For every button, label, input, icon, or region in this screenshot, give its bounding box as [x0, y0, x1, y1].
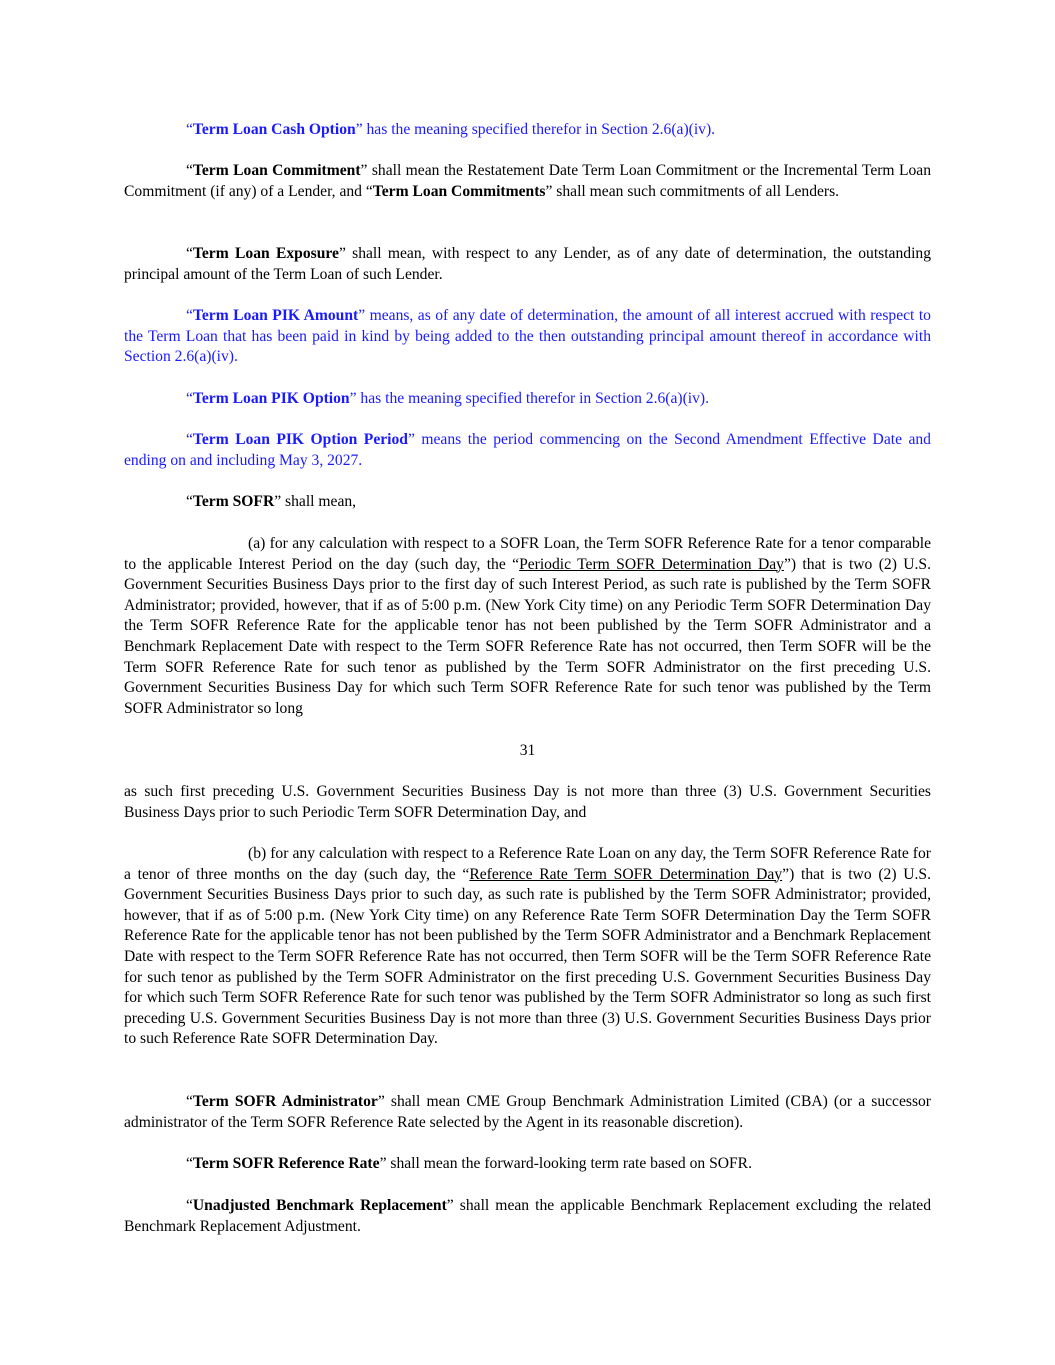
clause-text: as such first preceding U.S. Government Securities Business Day is not more than three (3) U.S. Government Securities Business Days prior to such Periodic Term SOFR Determination Day, and [124, 783, 931, 821]
clause-b [124, 844, 931, 1050]
definition-term-loan-commitment [124, 161, 931, 202]
clause-a [124, 534, 931, 719]
quote-open: “ [186, 245, 193, 262]
definition-term-sofr-administrator [124, 1092, 931, 1133]
definition-text: ” shall mean the forward-looking term rate based on SOFR. [379, 1155, 752, 1172]
defined-term-secondary: Term Loan Commitments [372, 182, 546, 200]
defined-term: Term Loan PIK Option Period [192, 431, 408, 448]
definition-term-loan-pik-option-period [124, 430, 931, 471]
clause-text-end: ”) that is two (2) U.S. Government Securities Business Days prior to such day, as such rate is published by the Term SOFR Administrator; provided, however, that if as of 5:00 p.m. (New York City time) on any Reference Rate Term SOFR Determination Day the Term SOFR Reference Rate for the applicable tenor has not been published by the Term SOFR Administrator and a Benchmark Replacement Date with respect to the Term SOFR Reference Rate has not occurred, then Term SOFR will be the Term SOFR Reference Rate for such tenor as published by the Term SOFR Administrator on the first preceding U.S. Government Securities Business Day for which such Term SOFR Reference Rate for such tenor was published by the Term SOFR Administrator so long as such first preceding U.S. Government Securities Business Day is not more than three (3) U.S. Government Securities Business Days prior to such Reference Rate SOFR Determination Day. [124, 865, 931, 1048]
quote-open: “ [186, 1093, 193, 1110]
clause-a-continued [124, 782, 931, 823]
definition-term-sofr [124, 492, 931, 513]
definition-unadjusted-benchmark-replacement [124, 1196, 931, 1237]
defined-term: Term SOFR [192, 493, 275, 510]
quote-open: “ [186, 431, 193, 448]
defined-term: Term SOFR Administrator [192, 1093, 378, 1110]
quote-open: “ [186, 307, 193, 324]
quote-open: “ [186, 390, 193, 407]
clause-text: (b) for any calculation with respect to a Reference Rate Loan on any day, the Term SOFR Reference Rate for a tenor of three months on the day (such day, the “ [124, 845, 931, 883]
definition-term-loan-pik-option [124, 389, 931, 410]
definition-term-sofr-reference-rate [124, 1154, 931, 1175]
defined-term: Term Loan Commitment [192, 162, 361, 179]
quote-open: “ [186, 121, 193, 138]
definition-text: ” shall mean CME Group Benchmark Administration Limited (CBA) (or a successor administrator of the Term SOFR Reference Rate selected by the Agent in its reasonable discretion). [124, 1093, 932, 1131]
definition-term-loan-pik-amount [124, 306, 931, 368]
definition-text: ” shall mean the Restatement Date Term Loan Commitment or the Incremental Term Loan Commitment (if any) of a Lender, and “ [124, 162, 931, 200]
quote-open: “ [186, 1155, 193, 1172]
definition-text: ” means, as of any date of determination, the amount of all interest accrued with respect to the Term Loan that has been paid in kind by being added to the then outstanding principal amount thereof in accordance with Section 2.6(a)(iv). [124, 307, 931, 366]
definition-term-loan-exposure [124, 244, 931, 285]
definition-term-loan-cash-option [124, 120, 931, 141]
definition-text-end: ” shall mean such commitments of all Lenders. [545, 182, 840, 200]
clause-text-end: ”) that is two (2) U.S. Government Securities Business Days prior to the first day of such Interest Period, as such rate is published by the Term SOFR Administrator; provided, however, that if as of 5:00 p.m. (New York City time) on any Periodic Term SOFR Determination Day the Term SOFR Reference Rate for the applicable tenor has not been published by the Term SOFR Administrator and a Benchmark Replacement Date with respect to the Term SOFR Reference Rate has not occurred, then Term SOFR will be the Term SOFR Reference Rate for such tenor as published by the Term SOFR Administrator on the first preceding U.S. Government Securities Business Day for which such Term SOFR Reference Rate for such tenor was published by the Term SOFR Administrator so long [124, 555, 931, 717]
quote-open: “ [186, 493, 193, 510]
defined-term: Term Loan Exposure [192, 245, 339, 262]
defined-term: Term SOFR Reference Rate [192, 1155, 380, 1172]
definition-text: ” means the period commencing on the Second Amendment Effective Date and ending on and including May 3, 2027. [124, 431, 931, 469]
defined-term: Unadjusted Benchmark Replacement [192, 1197, 447, 1214]
defined-term: Term Loan Cash Option [192, 121, 356, 138]
page-number: 31 [519, 742, 536, 759]
defined-term: Term Loan PIK Option [192, 390, 350, 407]
definition-text: ” shall mean, with respect to any Lender, as of any date of determination, the outstanding principal amount of the Term Loan of such Lender. [124, 245, 931, 283]
definition-text: ” has the meaning specified therefor in Section 2.6(a)(iv). [355, 121, 716, 138]
defined-term: Term Loan PIK Amount [192, 307, 359, 324]
quote-open: “ [186, 1197, 193, 1214]
underlined-term: Periodic Term SOFR Determination Day [519, 555, 784, 573]
clause-text: (a) for any calculation with respect to a SOFR Loan, the Term SOFR Reference Rate for a tenor comparable to the applicable Interest Period on the day (such day, the “ [124, 535, 931, 573]
definition-text: ” shall mean, [274, 493, 357, 510]
definition-text: ” shall mean the applicable Benchmark Replacement excluding the related Benchmark Replacement Adjustment. [124, 1197, 931, 1235]
quote-open: “ [186, 162, 193, 179]
definition-text: ” has the meaning specified therefor in Section 2.6(a)(iv). [349, 390, 709, 407]
underlined-term: Reference Rate Term SOFR Determination Day [469, 865, 783, 883]
